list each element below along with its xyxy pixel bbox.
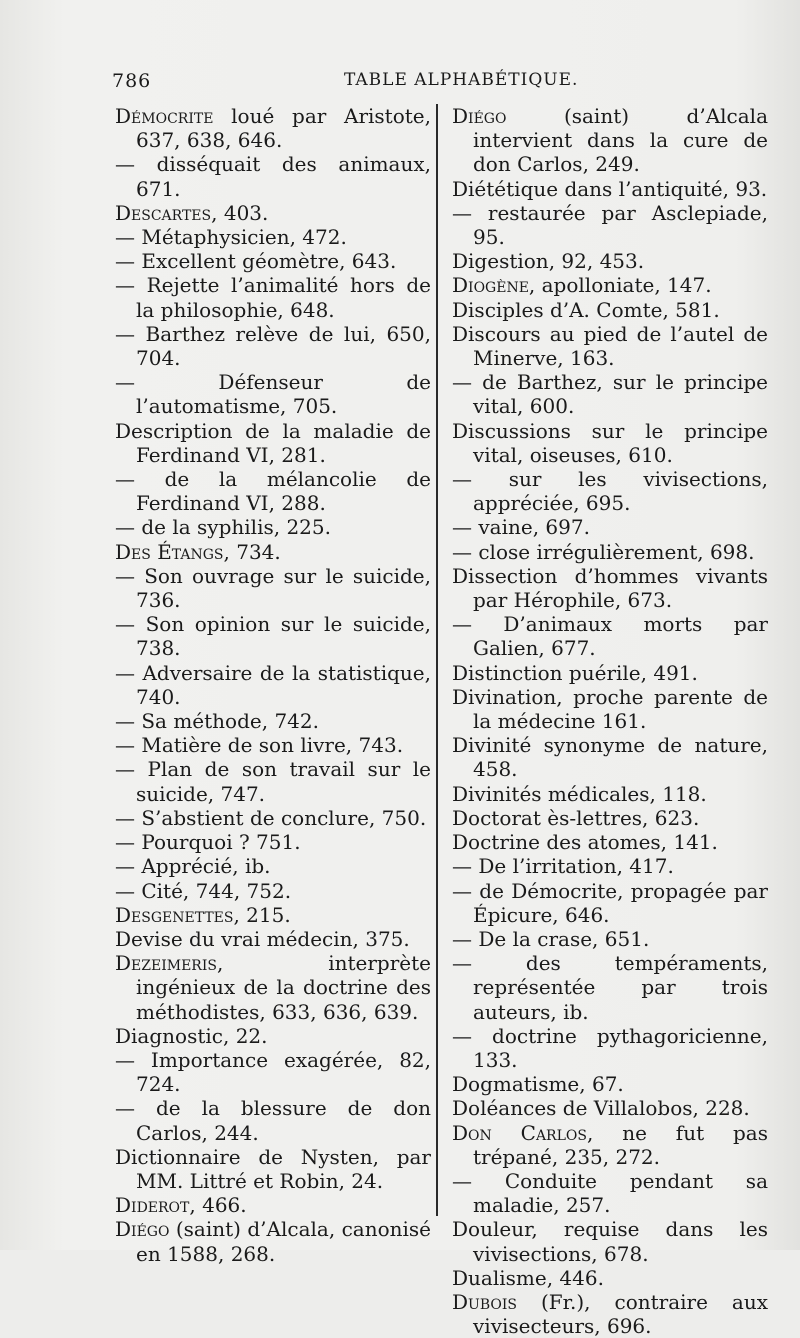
entry-text: — vaine, 697. <box>452 515 590 540</box>
index-entry <box>115 322 431 370</box>
index-entry <box>115 1217 431 1265</box>
entry-text: — Importance exagérée, 82, 724. <box>115 1047 431 1097</box>
index-entry <box>452 1072 768 1096</box>
index-entry <box>115 757 431 805</box>
entry-text: — S’abstient de conclure, 750. <box>115 805 427 830</box>
index-entry <box>115 661 431 709</box>
index-entry <box>452 467 768 515</box>
index-entry <box>452 685 768 733</box>
entry-text: , interprète ingénieux de la doctrine des méthodistes, 633, 636, 639. <box>136 951 431 1024</box>
index-column-left <box>115 104 431 1266</box>
index-entry <box>452 661 768 685</box>
entry-heading-name: Démocrite <box>115 104 214 128</box>
running-title: TABLE ALPHABÉTIQUE. <box>344 70 579 90</box>
index-entry <box>452 298 768 322</box>
index-entry <box>115 1145 431 1193</box>
running-head <box>112 70 772 100</box>
index-entry <box>452 515 768 539</box>
column-divider <box>436 104 438 1216</box>
index-entry <box>115 225 431 249</box>
entry-text: — Plan de son travail sur le suicide, 747. <box>115 757 431 806</box>
entry-text: — D’animaux morts par Galien, 677. <box>452 612 768 661</box>
entry-text: — doctrine pythagoricienne, 133. <box>452 1023 768 1072</box>
entry-text: , 466. <box>189 1193 247 1218</box>
entry-text: — De l’irritation, 417. <box>452 854 674 879</box>
index-entry <box>115 370 431 418</box>
index-entry <box>115 733 431 757</box>
index-entry <box>452 733 768 781</box>
entry-text: — Conduite pendant sa maladie, 257. <box>452 1168 768 1218</box>
index-entry <box>115 612 431 660</box>
index-entry <box>115 540 431 564</box>
entry-text: — Défenseur de l’automatisme, 705. <box>115 370 431 419</box>
index-entry <box>452 540 768 564</box>
entry-text: Disciples d’A. Comte, 581. <box>452 297 720 322</box>
index-entry <box>452 830 768 854</box>
index-entry <box>452 1290 768 1338</box>
entry-text: — de la blessure de don Carlos, 244. <box>115 1096 431 1145</box>
index-entry <box>115 927 431 951</box>
index-column-right <box>452 104 768 1338</box>
entry-text: — disséquait des animaux, 671. <box>115 152 431 201</box>
index-entry <box>115 951 431 1024</box>
entry-text: — Barthez relève de lui, 650, 704. <box>115 321 431 371</box>
index-entry <box>115 1024 431 1048</box>
entry-text: — Matière de son livre, 743. <box>115 733 404 758</box>
entry-heading-name: Diégo <box>115 1217 170 1242</box>
entry-text: — close irrégulièrement, 698. <box>452 539 755 564</box>
index-entry <box>452 419 768 467</box>
entry-text: Diagnostic, 22. <box>115 1023 268 1048</box>
index-entry <box>115 201 431 225</box>
entry-text: , apolloniate, 147. <box>528 273 712 298</box>
index-entry <box>115 830 431 854</box>
index-entry <box>115 879 431 903</box>
index-entry <box>115 152 431 200</box>
index-entry <box>452 879 768 927</box>
index-entry <box>115 1048 431 1096</box>
index-entry <box>115 273 431 321</box>
index-entry <box>452 1096 768 1120</box>
entry-heading-name: Des Étangs <box>115 539 224 564</box>
index-entry <box>452 1024 768 1072</box>
entry-text: (Fr.), contraire aux vivisecteurs, 696. <box>473 1289 768 1338</box>
index-entry <box>115 854 431 878</box>
entry-text: — de Barthez, sur le principe vital, 600. <box>452 370 768 419</box>
entry-text: — Métaphysicien, 472. <box>115 225 347 250</box>
entry-heading-name: Diégo <box>452 104 507 128</box>
index-entry <box>452 1266 768 1290</box>
entry-text: Dictionnaire de Nysten, par MM. Littré et Robin, 24. <box>115 1144 431 1193</box>
index-entry <box>452 806 768 830</box>
entry-text: — Excellent géomètre, 643. <box>115 249 397 274</box>
index-entry <box>115 806 431 830</box>
entry-text: (saint) d’Alcala intervient dans la cure de don Carlos, 249. <box>473 104 768 177</box>
index-entry <box>452 322 768 370</box>
entry-text: — des tempéraments, représentée par trois auteurs, ib. <box>452 951 768 1024</box>
entry-text: , 734. <box>223 539 281 564</box>
entry-text: Dogmatisme, 67. <box>452 1072 624 1097</box>
entry-text: — Rejette l’animalité hors de la philosophie, 648. <box>115 273 431 322</box>
entry-text: Douleur, requise dans les vivisections, 678. <box>452 1217 768 1266</box>
entry-text: Doctrine des atomes, 141. <box>452 830 718 855</box>
index-entry <box>452 1217 768 1265</box>
entry-text: Distinction puérile, 491. <box>452 660 698 685</box>
index-entry <box>115 249 431 273</box>
index-entry <box>115 104 431 152</box>
index-entry <box>115 515 431 539</box>
entry-text: (saint) d’Alcala, canonisé en 1588, 268. <box>136 1217 431 1266</box>
entry-text: Digestion, 92, 453. <box>452 249 645 274</box>
entry-text: — sur les vivisections, appréciée, 695. <box>452 467 768 516</box>
entry-text: , 403. <box>211 200 269 225</box>
entry-text: — Cité, 744, 752. <box>115 878 292 903</box>
entry-text: Devise du vrai médecin, 375. <box>115 926 410 951</box>
entry-heading-name: Desgenettes <box>115 902 234 927</box>
index-entry <box>452 612 768 660</box>
entry-text: loué par Aristote, 637, 638, 646. <box>136 104 431 153</box>
entry-text: — Apprécié, ib. <box>115 854 271 879</box>
entry-text: — Son ouvrage sur le suicide, 736. <box>115 563 431 613</box>
index-entry <box>115 709 431 733</box>
entry-text: Doctorat ès-lettres, 623. <box>452 805 700 830</box>
index-entry <box>452 249 768 273</box>
entry-text: Dualisme, 446. <box>452 1265 604 1290</box>
index-entry <box>452 273 768 297</box>
entry-text: — Sa méthode, 742. <box>115 709 319 734</box>
index-entry <box>452 1169 768 1217</box>
entry-heading-name: Dubois <box>452 1289 517 1314</box>
page-number: 786 <box>112 70 152 92</box>
entry-text: — Son opinion sur le suicide, 738. <box>115 612 431 661</box>
index-entry <box>115 1193 431 1217</box>
entry-text: — Adversaire de la statistique, 740. <box>115 660 431 709</box>
entry-text: Divinité synonyme de nature, 458. <box>452 733 768 782</box>
entry-text: Doléances de Villalobos, 228. <box>452 1096 750 1121</box>
index-entry <box>452 177 768 201</box>
index-entry <box>452 104 768 177</box>
entry-text: Diététique dans l’antiquité, 93. <box>452 176 768 201</box>
entry-text: , ne fut pas trépané, 235, 272. <box>473 1120 768 1169</box>
entry-text: — Pourquoi ? 751. <box>115 830 301 855</box>
index-entry <box>452 951 768 1024</box>
index-entry <box>115 1096 431 1144</box>
index-entry <box>115 419 431 467</box>
index-entry <box>115 564 431 612</box>
entry-text: Dissection d’hommes vivants par Hérophile, 673. <box>452 563 768 613</box>
entry-text: — restaurée par Asclepiade, 95. <box>452 200 768 250</box>
entry-text: — de la mélancolie de Ferdinand VI, 288. <box>115 467 431 516</box>
entry-text: Description de la maladie de Ferdinand VI, 281. <box>115 418 431 467</box>
index-entry <box>452 782 768 806</box>
index-entry <box>115 467 431 515</box>
entry-text: Divinités médicales, 118. <box>452 781 707 806</box>
index-entry <box>452 1121 768 1169</box>
entry-heading-name: Diogène <box>452 273 529 298</box>
entry-text: Divination, proche parente de la médecine 161. <box>452 684 768 734</box>
entry-text: — De la crase, 651. <box>452 926 650 951</box>
entry-heading-name: Don Carlos <box>452 1120 587 1145</box>
index-entry <box>452 370 768 418</box>
entry-text: — de Démocrite, propagée par Épicure, 646. <box>452 878 768 927</box>
entry-text: — de la syphilis, 225. <box>115 515 331 540</box>
index-entry <box>452 564 768 612</box>
index-entry <box>452 927 768 951</box>
index-entry <box>452 201 768 249</box>
entry-heading-name: Diderot <box>115 1193 190 1218</box>
entry-text: Discussions sur le principe vital, oiseuses, 610. <box>452 418 768 467</box>
entry-text: Discours au pied de l’autel de Minerve, 163. <box>452 321 768 371</box>
index-entry <box>115 903 431 927</box>
entry-heading-name: Dezeimeris <box>115 951 217 976</box>
entry-heading-name: Descartes <box>115 200 212 225</box>
entry-text: , 215. <box>233 902 291 927</box>
index-entry <box>452 854 768 878</box>
